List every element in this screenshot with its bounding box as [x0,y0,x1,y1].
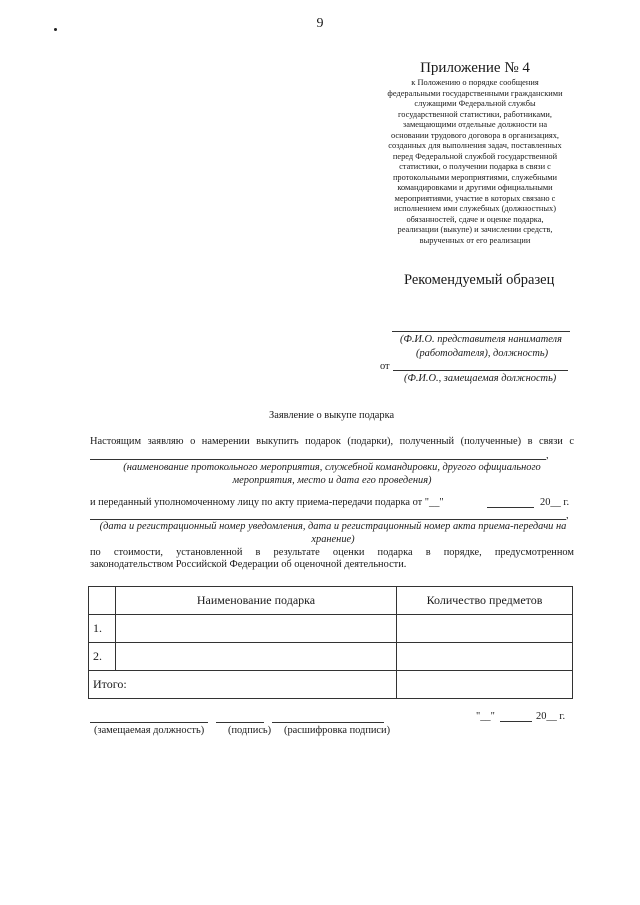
statement-line-3: по стоимости, установленной в результате оценки подарка в порядке, предусмотренном [90,547,574,558]
position-label: (замещаемая должность) [94,725,205,736]
gift-qty-cell[interactable] [397,615,573,643]
employer-hint-1: (Ф.И.О. представителя нанимателя [400,334,562,345]
date-month-line[interactable] [500,721,532,722]
position-line[interactable] [90,722,208,723]
appendix-title: Приложение № 4 [420,60,530,76]
row-number: 2. [89,643,116,671]
gift-qty-cell[interactable] [397,643,573,671]
appendix-text: к Положению о порядке сообщения федеральными государственными гражданскими служащими Федеральной службы государственной статистики, работниками, замещающими отдельные должности на основании трудового договора в организациях, созданных для выполнения задач, поставленных перед Федеральной службой государственной статистики, о получении подарка в связи с протокольными мероприятиями, служебными командировками и другими официальными мероприятиями, участие в которых связано с исполнением ими служебных (должностных) обязанностей, сдаче и оценке подарка, реализации (выкупе) и зачислении средств, вырученных от его реализации [387,78,563,245]
registration-hint-1: (дата и регистрационный номер уведомления, дата и регистрационный номер акта приема-передачи на [99,521,567,532]
recommended-sample-heading: Рекомендуемый образец [404,272,555,288]
transfer-year: 20__ г. [540,497,570,508]
transfer-day[interactable]: __ [429,497,440,508]
statement-line-2 [90,497,444,508]
from-label: от [380,361,390,372]
from-line[interactable] [393,370,568,371]
employer-line[interactable] [392,331,570,332]
comma-1: , [546,450,549,461]
comma-2: , [566,510,569,521]
header-name: Наименование подарка [116,587,397,615]
table-row [89,643,573,671]
event-hint-2: мероприятия, место и дата его проведения) [232,475,432,486]
page-number: 9 [316,16,324,31]
table-header-row [89,587,573,615]
statement-title: Заявление о выкупе подарка [269,410,395,421]
event-hint-1: (наименование протокольного мероприятия, служебной командировки, другого официального [123,462,541,473]
total-qty-cell[interactable] [397,671,573,699]
row-number: 1. [89,615,116,643]
date-year: 20__ г. [536,711,566,722]
header-qty: Количество предметов [397,587,573,615]
from-hint: (Ф.И.О., замещаемая должность) [404,373,557,384]
transfer-quote: " [439,497,444,508]
statement-line-4: законодательством Российской Федерации об оценочной деятельности. [90,559,407,570]
date-day[interactable]: "__" [476,711,495,722]
total-row [89,671,573,699]
table-row [89,615,573,643]
registration-line[interactable] [90,519,566,520]
gift-name-cell[interactable] [116,615,397,643]
transfer-text: и переданный уполномоченному лицу по акту приема-передачи подарка от " [90,497,430,508]
decoding-line[interactable] [272,722,384,723]
event-line[interactable] [90,459,546,460]
signature-line[interactable] [216,722,264,723]
scan-speck [54,28,57,31]
transfer-month-line[interactable] [487,507,534,508]
total-label: Итого: [89,671,397,699]
gift-table [88,586,573,699]
signature-label: (подпись) [228,725,272,736]
header-num-cell [89,587,116,615]
gift-name-cell[interactable] [116,643,397,671]
registration-hint-2: хранение) [311,534,355,545]
statement-line-1: Настоящим заявляю о намерении выкупить подарок (подарки), полученный (полученные) в связи с [90,436,574,447]
employer-hint-2: (работодателя), должность) [416,348,549,359]
decoding-label: (расшифровка подписи) [284,725,391,736]
